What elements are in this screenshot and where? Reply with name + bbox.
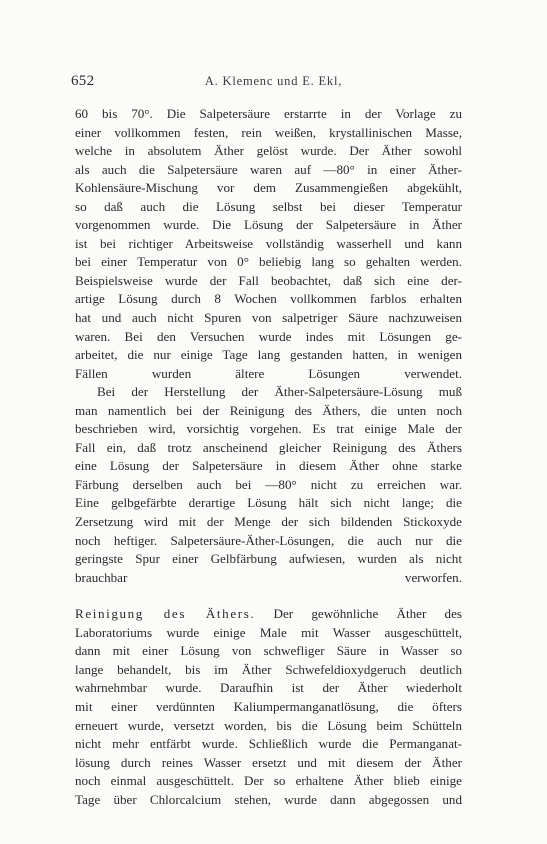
text-line: bei einer Temperatur von 0° beliebig lang so gehalten werden.: [75, 254, 462, 270]
body-text: [75, 105, 462, 809]
text-line: Laboratoriums wurde einige Male mit Wasser ausgeschüttelt,: [75, 624, 462, 640]
section-first-line: [75, 605, 462, 624]
text-line: Fällen wurden ältere Lösungen verwendet.: [75, 365, 462, 381]
text-line: artige Lösung durch 8 Wochen vollkommen farblos erhalten: [75, 291, 462, 307]
text-line: Fall ein, daß trotz anscheinend gleicher Reinigung des Äthers: [75, 439, 462, 455]
text-line: waren. Bei den Versuchen wurde indes mit Lösungen ge-: [75, 328, 462, 344]
text-line: Beispielsweise wurde der Fall beobachtet, daß sich eine der-: [75, 272, 462, 288]
text-line: beschrieben wird, vorsichtig vorgehen. Es trat einige Male der: [75, 421, 462, 437]
text-line: Tage über Chlorcalcium stehen, wurde dann abgegossen und: [75, 791, 462, 807]
section-heading-rest: Der gewöhnliche Äther des: [255, 606, 462, 622]
text-line: ist bei richtiger Arbeitsweise vollständig wasserhell und kann: [75, 235, 462, 251]
text-line: Eine gelbgefärbte derartige Lösung hält sich nicht lange; die: [75, 495, 462, 511]
text-line: geringste Spur einer Gelbfärbung aufwiesen, wurden als nicht: [75, 551, 462, 567]
text-line: mit einer verdünnten Kaliumpermanganatlösung, die öfters: [75, 698, 462, 714]
text-line: noch einmal ausgeschüttelt. Der so erhaltene Äther blieb einige: [75, 773, 462, 789]
section-heading: Reinigung des Äthers.: [75, 606, 256, 622]
text-line: so daß auch die Lösung selbst bei dieser Temperatur: [75, 198, 462, 214]
paragraph-2: [75, 383, 462, 587]
text-line: man namentlich bei der Reinigung des Äthers, die unten noch: [75, 402, 462, 418]
paragraph-1: [75, 105, 462, 383]
text-line: erneuert wurde, versetzt worden, bis die Lösung beim Schütteln: [75, 717, 462, 733]
text-line: Zersetzung wird mit der Menge der sich bildenden Stickoxyde: [75, 514, 462, 530]
text-line: eine Lösung der Salpetersäure in diesem Äther ohne starke: [75, 458, 462, 474]
text-line: Färbung derselben auch bei —80° nicht zu erreichen war.: [75, 476, 462, 492]
text-line: lösung durch reines Wasser ersetzt und mit diesem der Äther: [75, 754, 462, 770]
text-line: einer vollkommen festen, rein weißen, krystallinischen Masse,: [75, 124, 462, 140]
text-line: hat und auch nicht Spuren von salpetriger Säure nachzuweisen: [75, 310, 462, 326]
text-line: welche in absolutem Äther gelöst wurde. Der Äther sowohl: [75, 143, 462, 159]
text-line: vorgenommen wurde. Die Lösung der Salpetersäure in Äther: [75, 217, 462, 233]
text-line: arbeitet, die nur einige Tage lang gestanden hatten, in wenigen: [75, 347, 462, 363]
running-head: A. Klemenc und E. Ekl,: [204, 74, 343, 88]
text-line: dann mit einer Lösung von schwefliger Säure in Wasser so: [75, 643, 462, 659]
section-gap: [75, 587, 462, 605]
section-reinigung: [75, 605, 462, 809]
text-line: 60 bis 70°. Die Salpetersäure erstarrte in der Vorlage zu: [75, 106, 462, 121]
page-number: 652: [71, 73, 95, 89]
text-line: noch heftiger. Salpetersäure-Äther-Lösungen, die auch nur die: [75, 532, 462, 548]
text-line: brauchbar verworfen.: [75, 569, 462, 585]
text-line: nicht mehr entfärbt wurde. Schließlich wurde die Permanganat-: [75, 736, 462, 752]
text-line: als auch die Salpetersäure waren auf —80° in einer Äther-: [75, 161, 462, 177]
text-line: wahrnehmbar wurde. Daraufhin ist der Äther wiederholt: [75, 680, 462, 696]
text-line: Kohlensäure-Mischung vor dem Zusammengießen abgekühlt,: [75, 180, 462, 196]
text-line: lange behandelt, bis im Äther Schwefeldioxydgeruch deutlich: [75, 661, 462, 677]
text-line: Bei der Herstellung der Äther-Salpetersäure-Lösung muß: [97, 384, 462, 400]
